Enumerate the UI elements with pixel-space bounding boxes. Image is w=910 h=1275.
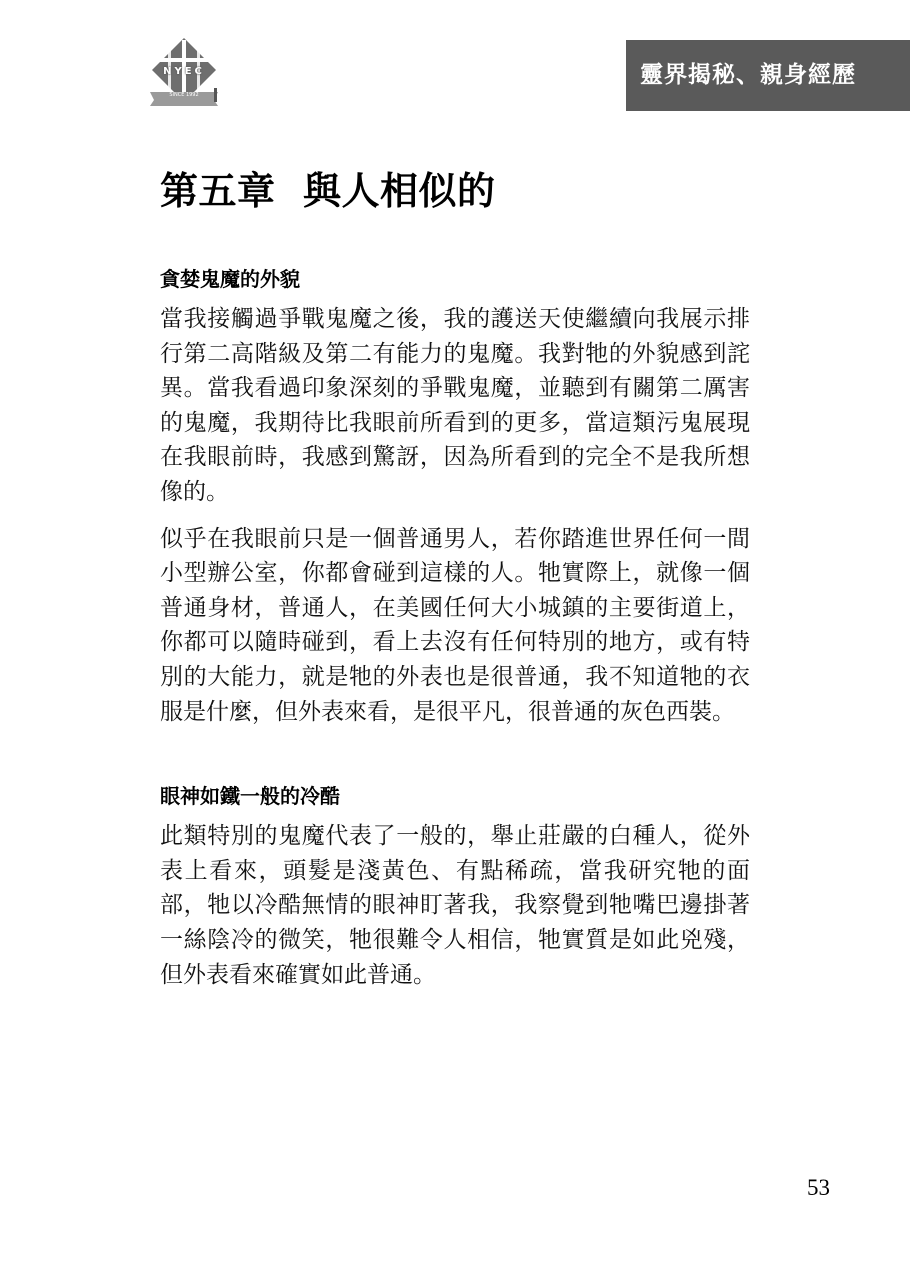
body-paragraph: 此類特別的鬼魔代表了一般的，舉止莊嚴的白種人，從外表上看來，頭髮是淺黃色、有點稀疏，當我研究牠的面部，牠以冷酷無情的眼神盯著我，我察覺到牠嘴巴邊掛著一絲陰冷的微笑，牠很難令人相信，牠實質是如此兇殘，但外表看來確實如此普通。 bbox=[160, 823, 750, 988]
body-paragraph: 當我接觸過爭戰鬼魔之後，我的護送天使繼續向我展示排行第二高階級及第二有能力的鬼魔。我對牠的外貌感到詫異。當我看過印象深刻的爭戰鬼魔，並聽到有關第二厲害的鬼魔，我期待比我眼前所看到的更多，當這類污鬼展現在我眼前時，我感到驚訝，因為所看到的完全不是我所想像的。 bbox=[160, 306, 750, 505]
body-paragraph: 似乎在我眼前只是一個普通男人，若你踏進世界任何一間小型辦公室，你都會碰到這樣的人。牠實際上，就像一個普通身材，普通人，在美國任何大小城鎮的主要街道上，你都可以隨時碰到，看上去沒有任何特別的地方，或有特別的大能力，就是牠的外表也是很普通，我不知道牠的衣服是什麼，但外表來看，是很平凡，很普通的灰色西裝。 bbox=[160, 525, 750, 725]
page-number: 53 bbox=[807, 1175, 830, 1200]
section-heading: 眼神如鐵一般的冷酷 bbox=[160, 784, 340, 809]
section-appearance bbox=[160, 262, 750, 729]
chapter-title: 第五章 與人相似的 bbox=[160, 169, 496, 213]
logo-since-text: SINCE 1992 bbox=[169, 92, 199, 98]
section-cold-eyes bbox=[160, 779, 750, 992]
chapter-body bbox=[160, 262, 750, 992]
section-heading: 貪婪鬼魔的外貌 bbox=[160, 267, 300, 291]
publisher-logo bbox=[146, 36, 222, 110]
logo-letters: NYEC bbox=[163, 66, 205, 77]
running-header-tab: 靈界揭秘、親身經歷 bbox=[626, 40, 910, 111]
section-divider-space bbox=[160, 729, 750, 779]
